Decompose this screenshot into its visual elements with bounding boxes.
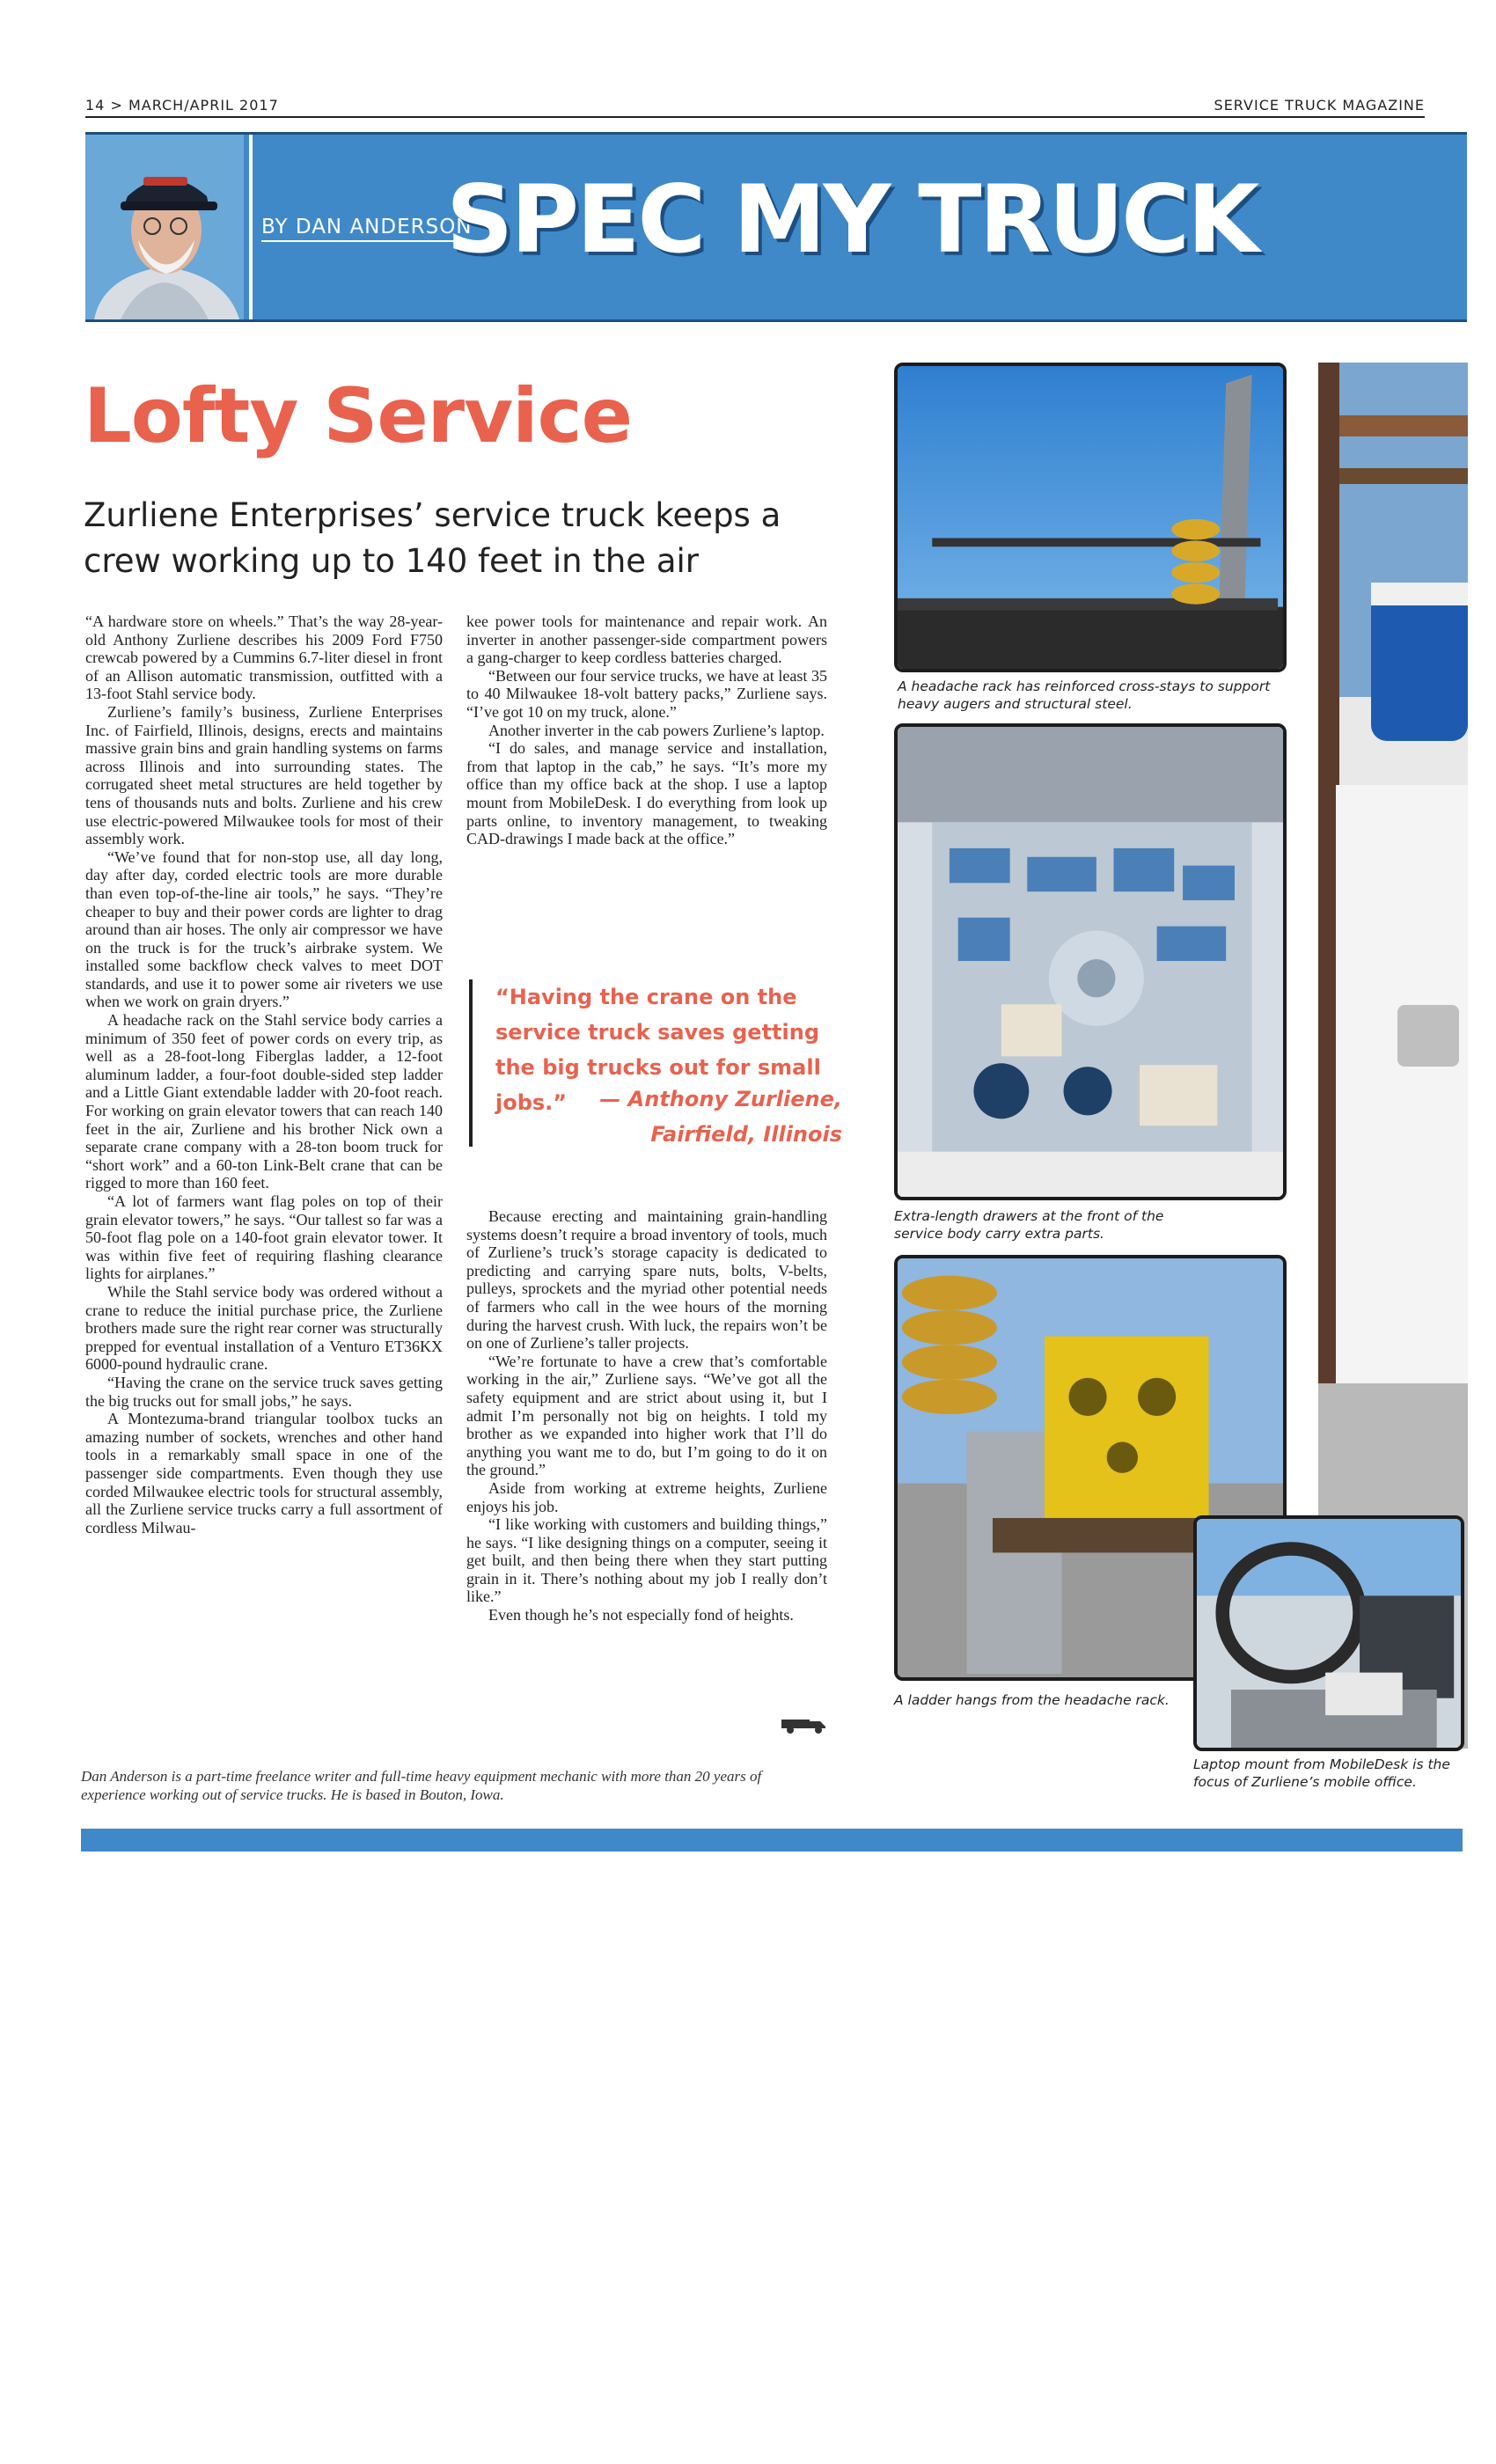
column-banner bbox=[85, 132, 1467, 322]
truck-icon bbox=[778, 1712, 831, 1735]
photo-parts-drawers bbox=[894, 723, 1287, 1200]
paragraph: Zurliene’s family’s business, Zurliene Enterprises Inc. of Fairfield, Illinois, designs, erects and maintains massive grain bins and grain handling systems on farms across Illinois and into surrounding states. The corrugated sheet metal structures are held together by tens of thousands nuts and bolts. Zurliene and his crew use electric-powered Milwaukee tools for most of their assembly work. bbox=[85, 702, 443, 848]
pull-quote-text: “Having the crane on the service truck saves getting the big trucks out for small jobs.” bbox=[495, 985, 821, 1115]
caption-laptop: Laptop mount from MobileDesk is the focus of Zurliene’s mobile office. bbox=[1193, 1756, 1450, 1790]
body-column-2-bottom bbox=[466, 1207, 827, 1624]
author-portrait bbox=[85, 135, 244, 319]
paragraph: “A hardware store on wheels.” That’s the way 28-year-old Anthony Zurliene describes his 2009 Ford F750 crewcab powered by a Cummins 6.7-liter diesel in front of an Allison automatic transmission, outfitted with a 13-foot Stahl service body. bbox=[85, 612, 443, 703]
photo-laptop-mount bbox=[1193, 1515, 1464, 1751]
paragraph: “I like working with customers and building things,” he says. “I like designing things on a computer, seeing it get built, and then being there when they start putting grain in it. There’s nothing about my job I really don’t like.” bbox=[466, 1515, 827, 1606]
author-bio: Dan Anderson is a part-time freelance writer and full-time heavy equipment mechanic with more than 20 years of experience working out of service trucks. He is based in Bouton, Iowa. bbox=[81, 1768, 762, 1803]
paragraph: Even though he’s not especially fond of heights. bbox=[488, 1606, 794, 1624]
paragraph: “We’ve found that for non-stop use, all day long, day after day, corded electric tools are more durable than even top-of-the-line air tools,” he says. “They’re cheaper to buy and their power cords are lighter to drag around than air hoses. The only air compressor we have on the truck is for the truck’s airbrake system. We installed some backflow check valves to meet DOT standards, and use it to power some air riveters we use when we work on grain dryers.” bbox=[85, 847, 443, 1011]
article-title: Lofty Service bbox=[84, 372, 632, 460]
body-column-2-top bbox=[466, 612, 827, 848]
paragraph: kee power tools for maintenance and repair work. An inverter in another passenger-side compartment powers a gang-charger to keep cordless batteries charged. bbox=[466, 612, 827, 667]
caption-headache-rack: A headache rack has reinforced cross-stays to support heavy augers and structural steel. bbox=[898, 678, 1271, 712]
page-issue: 14 > MARCH/APRIL 2017 bbox=[85, 97, 279, 114]
header-rule bbox=[85, 116, 1425, 118]
paragraph: Because erecting and maintaining grain-handling systems doesn’t require a broad inventory of tools, much of Zurliene’s truck’s storage capacity is dedicated to predicting and carrying spare nuts, bolts, V-belts, pulleys, sprockets and the myriad other potential needs of farmers who call in the wee hours of the morning during the harvest crush. With luck, the repairs won’t be on one of Zurliene’s taller projects. bbox=[466, 1207, 827, 1353]
paragraph: “Having the crane on the service truck saves getting the big trucks out for small jobs,” he says. bbox=[85, 1373, 443, 1410]
footer-bar bbox=[81, 1829, 1463, 1852]
column-title: SPEC MY TRUCK bbox=[446, 165, 1258, 274]
pull-quote-attribution bbox=[599, 1082, 842, 1152]
paragraph: “A lot of farmers want flag poles on top of their grain elevator towers,” he says. “Our tallest so far was a 50-foot flag pole on a 140-foot grain elevator tower. It was within five feet of requiring flashing clearance lights for airplanes.” bbox=[85, 1192, 443, 1283]
magazine-name: SERVICE TRUCK MAGAZINE bbox=[1214, 97, 1425, 114]
paragraph: “I do sales, and manage service and installation, from that laptop in the cab,” he says. “It’s more my office than my office back at the shop. I use a laptop mount from MobileDesk. I do everything from look up parts online, to inventory management, to tweaking CAD-drawings I made back at the office.” bbox=[466, 739, 827, 848]
article-subtitle: Zurliene Enterprises’ service truck keeps a crew working up to 140 feet in the air bbox=[84, 496, 781, 580]
paragraph: Another inverter in the cab powers Zurliene’s laptop. bbox=[488, 721, 825, 739]
pull-quote-name: — Anthony Zurliene, bbox=[599, 1087, 842, 1111]
pull-quote-place: Fairfield, Illinois bbox=[650, 1122, 842, 1147]
caption-ladder: A ladder hangs from the headache rack. bbox=[894, 1692, 1170, 1708]
paragraph: “Between our four service trucks, we have at least 35 to 40 Milwaukee 18-volt battery packs,” Zurliene says. “I’ve got 10 on my truck, alone.” bbox=[466, 666, 827, 721]
byline: BY DAN ANDERSON bbox=[261, 216, 473, 242]
paragraph: A headache rack on the Stahl service body carries a minimum of 350 feet of power cords on every trip, as well as a 28-foot-long Fiberglas ladder, a 12-foot aluminum ladder, a four-foot double-sided step ladder and a Little Giant extendable ladder with 20-foot reach. For working on grain elevator towers that can reach 140 feet in the air, Zurliene and his brother Nick own a separate crane company with a 28-ton boom truck for “short work” and a 60-ton Link-Belt crane that can be rigged to more than 160 feet. bbox=[85, 1011, 443, 1192]
paragraph: While the Stahl service body was ordered without a crane to reduce the initial purchase price, the Zurliene brothers made sure the right rear corner was structurally prepped for eventual installation of a Venturo ET36KX 6000-pound hydraulic crane. bbox=[85, 1282, 443, 1374]
body-column-1 bbox=[85, 612, 443, 1536]
pull-quote bbox=[469, 979, 842, 1147]
caption-drawers: Extra-length drawers at the front of the service body carry extra parts. bbox=[894, 1208, 1164, 1242]
banner-divider bbox=[249, 135, 253, 319]
running-header bbox=[85, 93, 1425, 118]
paragraph: “We’re fortunate to have a crew that’s comfortable working in the air,” Zurliene says. “We’ve got all the safety equipment and are strict about using it, but I admit I’m personally not big on heights. I told my brother as we expanded into higher work that I’ll do anything you want me to do, but I’m going to do it on the ground.” bbox=[466, 1352, 827, 1479]
photo-headache-rack bbox=[894, 363, 1287, 672]
paragraph: A Montezuma-brand triangular toolbox tucks an amazing number of sockets, wrenches and other hand tools in a remarkably small space in one of the passenger side compartments. Even though they use corded Milwaukee electric tools for structural assembly, all the Zurliene service trucks carry a full assortment of cordless Milwau- bbox=[85, 1410, 443, 1536]
paragraph: Aside from working at extreme heights, Zurliene enjoys his job. bbox=[466, 1478, 827, 1515]
